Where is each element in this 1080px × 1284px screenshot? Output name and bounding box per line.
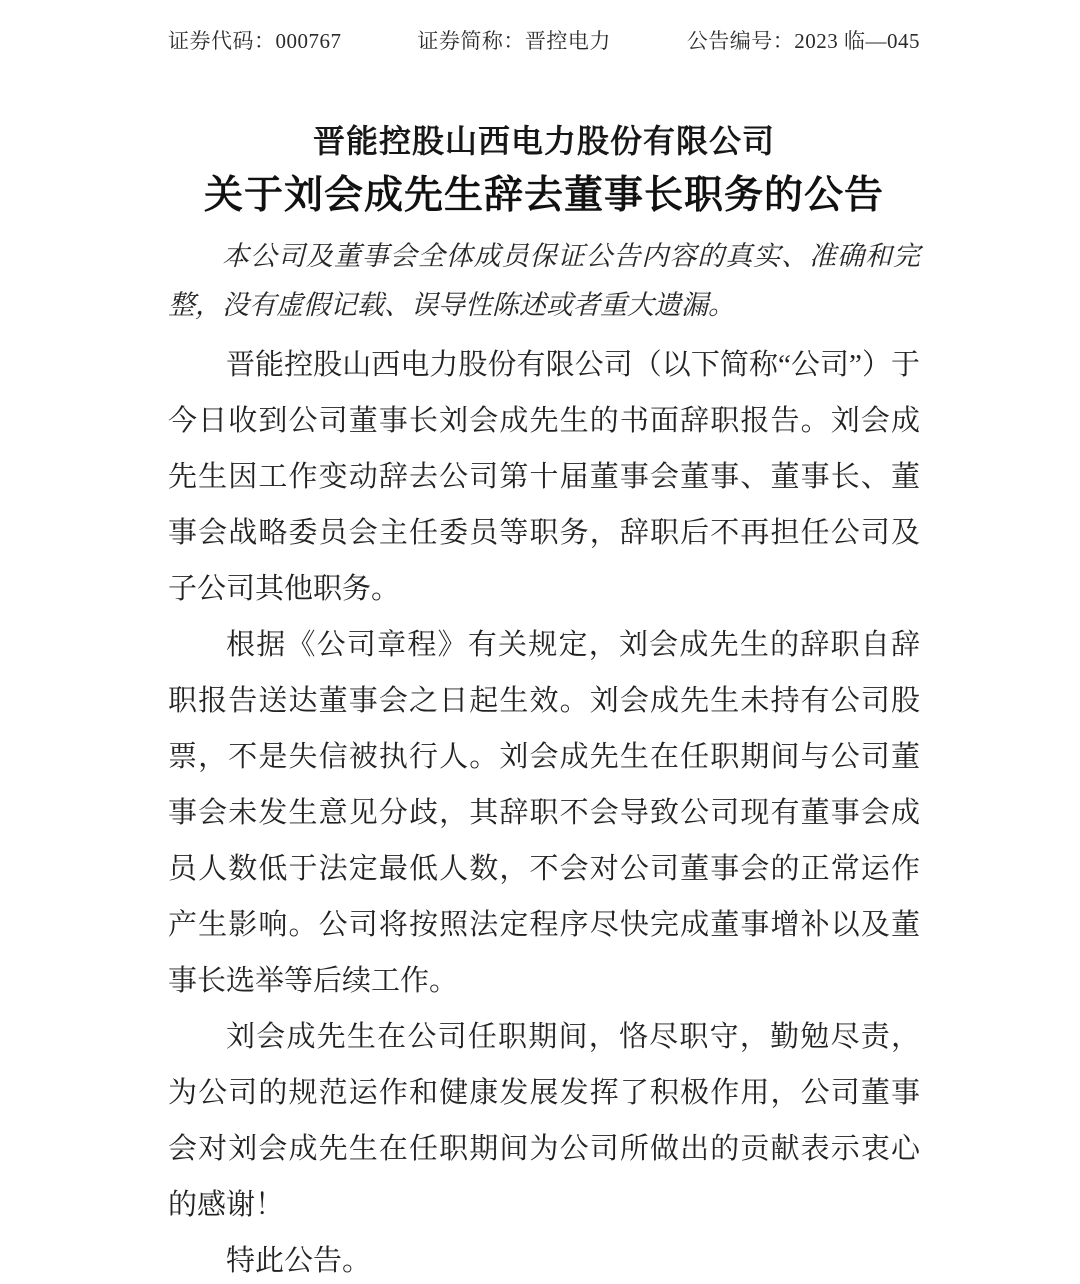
body-paragraph-resignation: 晋能控股山西电力股份有限公司（以下简称“公司”）于今日收到公司董事长刘会成先生的书面辞职报告。刘会成先生因工作变动辞去公司第十届董事会董事、董事长、董事会战略委员会主任委员等职务，辞职后不再担任公司及子公司其他职务。 [168, 349, 920, 605]
disclaimer-paragraph: 本公司及董事会全体成员保证公告内容的真实、准确和完整，没有虚假记载、误导性陈述或者重大遗漏。 [168, 241, 920, 320]
company-name-title: 晋能控股山西电力股份有限公司 [312, 123, 775, 159]
announcement-body [168, 337, 920, 1284]
announcement-title: 关于刘会成先生辞去董事长职务的公告 [203, 174, 884, 217]
closing-line: 特此公告。 [226, 1245, 372, 1277]
announcement-number: 公告编号：2023 临—045 [686, 29, 920, 53]
document-header [168, 28, 920, 54]
stock-code: 证券代码：000767 [168, 29, 342, 53]
body-paragraph-effectiveness: 根据《公司章程》有关规定，刘会成先生的辞职自辞职报告送达董事会之日起生效。刘会成先生未持有公司股票，不是失信被执行人。刘会成先生在任职期间与公司董事会未发生意见分歧，其辞职不会导致公司现有董事会成员人数低于法定最低人数，不会对公司董事会的正常运作产生影响。公司将按照法定程序尽快完成董事增补以及董事长选举等后续工作。 [168, 629, 920, 997]
body-paragraph-gratitude: 刘会成先生在公司任职期间，恪尽职守，勤勉尽责，为公司的规范运作和健康发展发挥了积极作用，公司董事会对刘会成先生在任职期间为公司所做出的贡献表示衷心的感谢！ [168, 1021, 920, 1221]
stock-short-name: 证券简称：晋控电力 [417, 29, 611, 53]
